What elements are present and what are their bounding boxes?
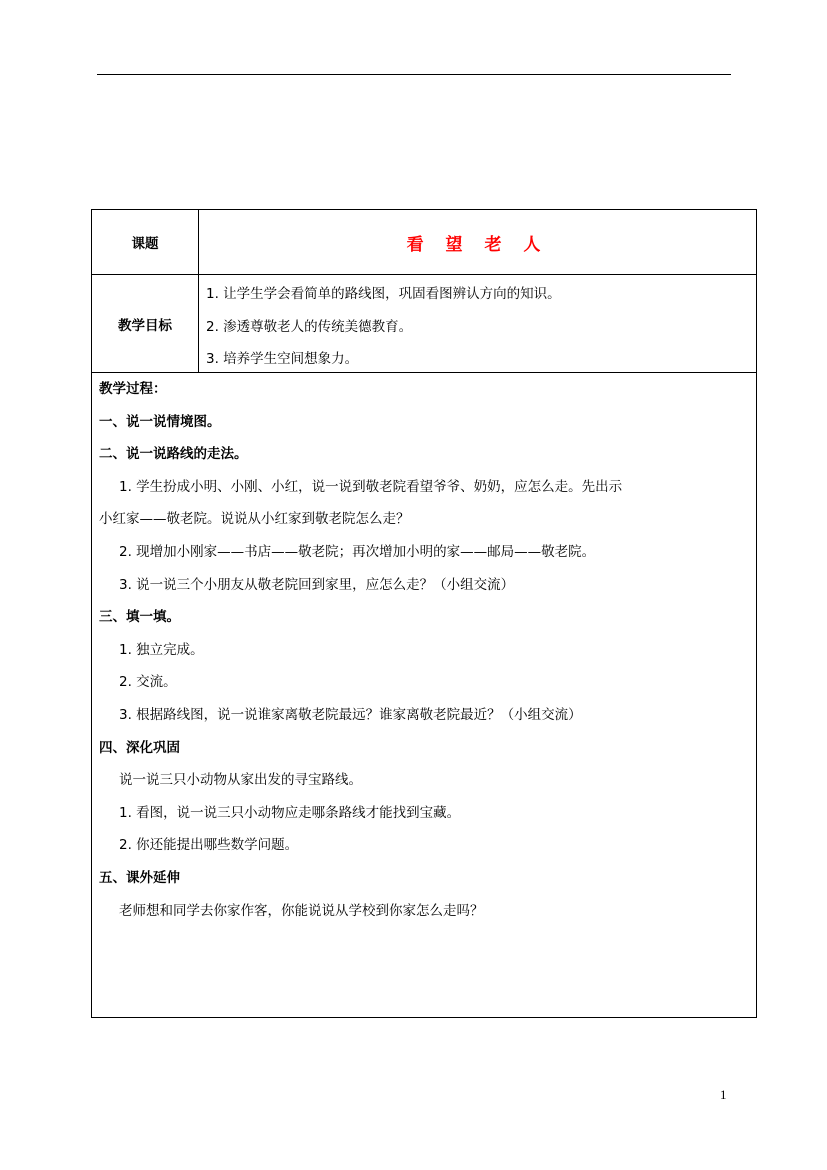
goals-cell xyxy=(199,275,756,373)
section-heading: 二、说一说路线的走法。 xyxy=(99,446,248,463)
section-heading: 教学过程： xyxy=(99,381,167,397)
goal-item: 1. 让学生学会看简单的路线图，巩固看图辨认方向的知识。 xyxy=(206,286,561,302)
process-line: 1. 学生扮成小明、小刚、小红，说一说到敬老院看望爷爷、奶奶，应怎么走。先出示 xyxy=(119,478,623,495)
goal-item: 2. 渗透尊敬老人的传统美德教育。 xyxy=(206,319,413,335)
section-heading: 三、填一填。 xyxy=(99,609,180,626)
process-line: 说一说三只小动物从家出发的寻宝路线。 xyxy=(119,772,362,789)
process-line: 2. 交流。 xyxy=(119,674,177,691)
section-heading: 一、说一说情境图。 xyxy=(99,413,221,430)
teaching-process xyxy=(99,373,752,927)
goals-label: 教学目标 xyxy=(92,275,199,373)
topic-label: 课题 xyxy=(92,210,199,275)
goal-item: 3. 培养学生空间想象力。 xyxy=(206,351,359,367)
section-heading: 四、深化巩固 xyxy=(99,739,180,756)
lesson-plan-table xyxy=(91,209,757,1018)
process-line: 1. 看图，说一说三只小动物应走哪条路线才能找到宝藏。 xyxy=(119,804,461,821)
process-line: 老师想和同学去你家作客，你能说说从学校到你家怎么走吗？ xyxy=(119,902,484,919)
process-line: 2. 你还能提出哪些数学问题。 xyxy=(119,837,299,854)
process-line: 1. 独立完成。 xyxy=(119,641,204,658)
process-line: 3. 说一说三个小朋友从敬老院回到家里，应怎么走？（小组交流） xyxy=(119,576,515,593)
process-line: 2. 现增加小刚家——书店——敬老院；再次增加小明的家——邮局——敬老院。 xyxy=(119,543,596,560)
lesson-title: 看 望 老 人 xyxy=(199,210,756,275)
page-number: 1 xyxy=(720,1087,727,1102)
header-rule xyxy=(97,74,731,75)
process-line: 小红家——敬老院。说说从小红家到敬老院怎么走？ xyxy=(99,511,410,528)
section-heading: 五、课外延伸 xyxy=(99,869,180,886)
process-line: 3. 根据路线图，说一说谁家离敬老院最远？谁家离敬老院最近？（小组交流） xyxy=(119,706,582,723)
